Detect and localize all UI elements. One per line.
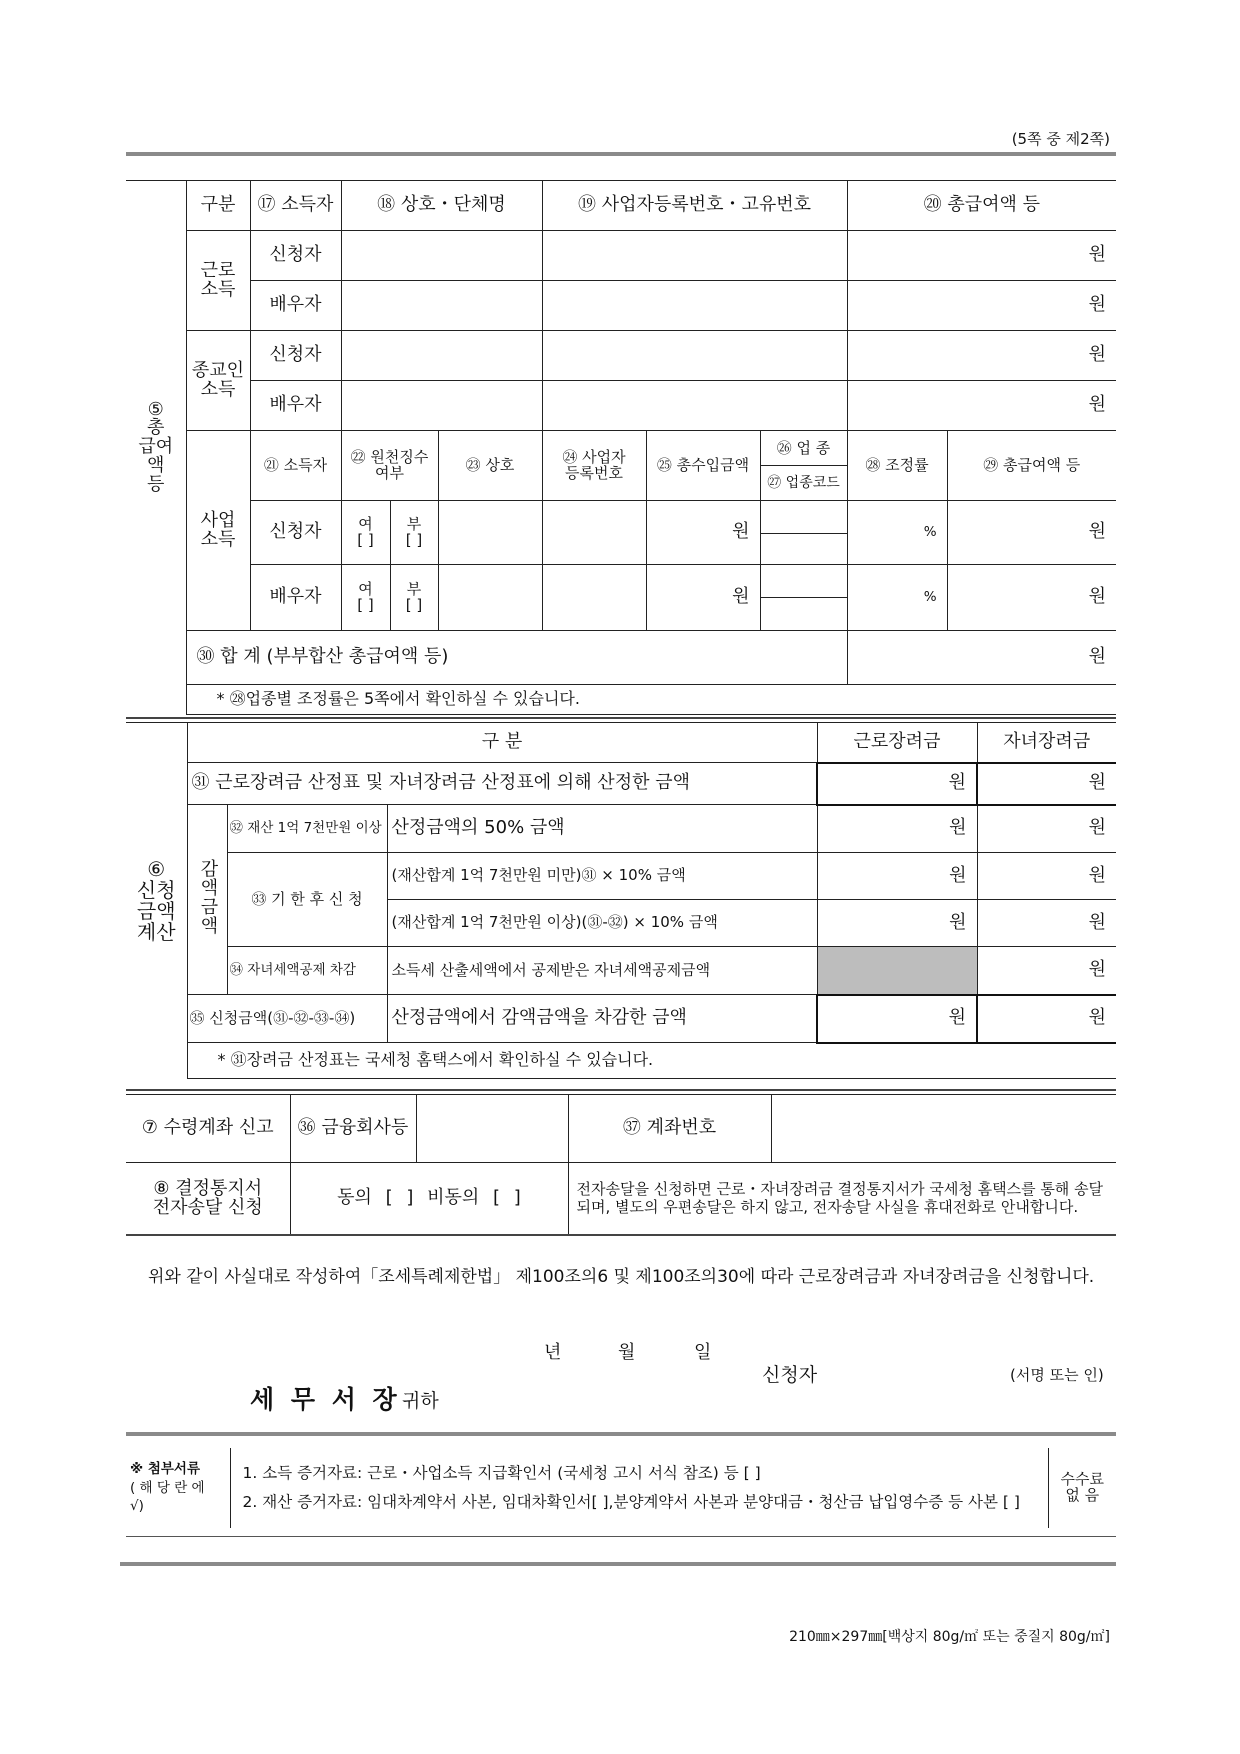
biz-h24-l1: ㉔ 사업자 [562, 447, 626, 466]
biz-applicant-no[interactable] [390, 501, 438, 565]
yes-label: 여 [358, 579, 373, 598]
page-marker: (5쪽 중 제2쪽) [1011, 130, 1110, 148]
labor-spouse: 배우자 [250, 281, 341, 331]
religion-spouse: 배우자 [250, 381, 341, 431]
r33b-child[interactable]: 원 [977, 900, 1116, 947]
labor-spouse-name[interactable] [341, 281, 542, 331]
sec6-hdr-gubun: 구 분 [187, 723, 817, 763]
hdr-17: ⑰ 소득자 [250, 181, 341, 231]
no-box: [ ] [405, 595, 423, 614]
sec8-bottom-rule [126, 1234, 1116, 1236]
biz-applicant-regno[interactable] [542, 501, 646, 565]
attach-top-rule [126, 1432, 1116, 1436]
biz-h26-27 [760, 431, 847, 501]
fee-l1: 수수료 [1060, 1470, 1104, 1489]
r35-labor[interactable]: 원 [817, 995, 977, 1043]
biz-spouse-regno[interactable] [542, 565, 646, 631]
r31-labor[interactable]: 원 [817, 763, 977, 805]
religion-spouse-amount[interactable]: 원 [847, 381, 1116, 431]
sec7-c37: ㊲ 계좌번호 [568, 1095, 771, 1163]
sec7-label: ⑦ 수령계좌 신고 [126, 1095, 290, 1163]
r32-desc: 산정금액의 50% 금액 [387, 805, 817, 853]
biz-label-l2: 소득 [200, 528, 236, 550]
labor-applicant-regno[interactable] [542, 231, 847, 281]
sec8-agree[interactable]: 동의 [ ] 비동의 [ ] [290, 1163, 568, 1235]
sec8-label-l2: 전자송달 신청 [152, 1196, 263, 1218]
sign-label[interactable]: (서명 또는 인) [1010, 1366, 1104, 1384]
fee-l2: 없 음 [1065, 1486, 1100, 1504]
attach-item-2[interactable]: 2. 재산 증거자료: 임대차계약서 사본, 임대차확인서[ ],분양계약서 사본과 분양대금・청산금 납입영수증 등 사본 [ ] [242, 1493, 1020, 1511]
r32-child[interactable]: 원 [977, 805, 1116, 853]
r33a-child[interactable]: 원 [977, 853, 1116, 900]
bottom-rule [120, 1562, 1116, 1566]
sec5-bottom-rule [126, 717, 1116, 719]
hdr-18: ⑱ 상호・단체명 [341, 181, 542, 231]
religion-label [186, 331, 250, 431]
biz-h21: ㉑ 소득자 [250, 431, 341, 501]
sec5-title-l3: 등 [147, 474, 165, 496]
sec7-account-input[interactable] [771, 1095, 1116, 1163]
biz-h29: ㉙ 총급여액 등 [947, 431, 1116, 501]
biz-spouse: 배우자 [250, 565, 341, 631]
paper-spec: 210㎜×297㎜[백상지 80g/㎡ 또는 중질지 80g/㎡] [789, 1629, 1110, 1645]
top-rule [126, 152, 1116, 156]
religion-label-l1: 종교인 [191, 359, 245, 381]
religion-label-l2: 소득 [200, 378, 236, 400]
religion-applicant-amount[interactable]: 원 [847, 331, 1116, 381]
r35-child[interactable]: 원 [977, 995, 1116, 1043]
biz-h24-l2: 등록번호 [565, 463, 623, 482]
r32-label: ㉜ 재산 1억 7천만원 이상 [227, 805, 387, 853]
sec6-num: ⑥ [147, 856, 166, 881]
biz-h22-l1: ㉒ 원천징수 [350, 447, 429, 466]
r35-label: ㉟ 신청금액(㉛-㉜-㉝-㉞) [187, 995, 387, 1043]
r33-label: ㉝ 기 한 후 신 청 [227, 853, 387, 947]
sec6-title-l1: 신청 [136, 877, 176, 902]
sec5-title-l2: 급여액 [138, 436, 174, 477]
section6-table [126, 722, 1116, 1079]
date-month[interactable]: 월 [618, 1342, 636, 1363]
sec5-note: * ㉘업종별 조정률은 5쪽에서 확인하실 수 있습니다. [186, 685, 1116, 715]
biz-h24 [542, 431, 646, 501]
sec7-c36: ㊱ 금융회사등 [290, 1095, 416, 1163]
date-year[interactable]: 년 [544, 1342, 562, 1363]
labor-applicant-amount[interactable]: 원 [847, 231, 1116, 281]
sec7-bank-input[interactable] [416, 1095, 568, 1163]
section5-table [126, 180, 1116, 715]
biz-applicant-type-top [761, 501, 847, 534]
biz-h22-l2: 여부 [375, 463, 404, 482]
biz-h27: ㉗ 업종코드 [767, 475, 840, 491]
r33-desc-2: (재산합계 1억 7천만원 이상)(㉛-㉜) × 10% 금액 [387, 900, 817, 947]
biz-applicant-name[interactable] [438, 501, 542, 565]
sec6-title [126, 723, 187, 1079]
hdr-19: ⑲ 사업자등록번호・고유번호 [542, 181, 847, 231]
no-label: 부 [406, 579, 422, 598]
r33b-labor[interactable]: 원 [817, 900, 977, 947]
attach-bottom-thin [126, 1536, 1116, 1537]
sec8-label [126, 1163, 290, 1235]
sec5-num: ⑤ [147, 398, 164, 420]
sec6-hdr-child: 자녀장려금 [977, 723, 1116, 763]
biz-spouse-yes[interactable] [341, 565, 390, 631]
labor-label-l2: 소득 [200, 278, 236, 300]
r34-labor-shaded [817, 947, 977, 995]
labor-applicant-name[interactable] [341, 231, 542, 281]
attach-table [126, 1448, 1116, 1528]
r35-desc: 산정금액에서 감액금액을 차감한 금액 [387, 995, 817, 1043]
sec5-title-l1: 총 [147, 417, 165, 439]
fee-cell [1048, 1448, 1116, 1528]
sec8-label-l1: ⑧ 결정통지서 [153, 1177, 263, 1199]
r33a-labor[interactable]: 원 [817, 853, 977, 900]
religion-applicant-regno[interactable] [542, 331, 847, 381]
date-day[interactable]: 일 [694, 1342, 712, 1363]
biz-h22 [341, 431, 438, 501]
attach-label-l1: ※ 첨부서류 [130, 1460, 200, 1477]
attach-label [126, 1448, 230, 1528]
labor-spouse-regno[interactable] [542, 281, 847, 331]
sec5-title [126, 181, 186, 715]
biz-spouse-name[interactable] [438, 565, 542, 631]
labor-label-l1: 근로 [200, 259, 236, 281]
biz-applicant: 신청자 [250, 501, 341, 565]
sec6-title-l3: 계산 [136, 919, 176, 944]
biz-h23: ㉓ 상호 [438, 431, 542, 501]
r31-label: ㉛ 근로장려금 산정표 및 자녀장려금 산정표에 의해 산정한 금액 [187, 763, 817, 805]
biz-applicant-type-bottom [761, 534, 847, 564]
yes-box: [ ] [357, 530, 374, 549]
hdr-20: ⑳ 총급여액 등 [847, 181, 1116, 231]
attach-label-l2: ( 해 당 란 에 [130, 1479, 205, 1496]
biz-h26: ㉖ 업 종 [761, 431, 847, 466]
sec6-note: * ㉛장려금 산정표는 국세청 홈택스에서 확인하실 수 있습니다. [187, 1043, 1116, 1079]
religion-spouse-regno[interactable] [542, 381, 847, 431]
r34-desc: 소득세 산출세액에서 공제받은 자녀세액공제금액 [387, 947, 817, 995]
biz-h25: ㉕ 총수입금액 [646, 431, 760, 501]
deduct-label [187, 805, 227, 995]
religion-applicant: 신청자 [250, 331, 341, 381]
declaration: 위와 같이 사실대로 작성하여「조세특례제한법」 제100조의6 및 제100조의30에 따라 근로장려금과 자녀장려금을 신청합니다. [148, 1267, 1095, 1287]
attach-item-1[interactable]: 1. 소득 증거자료: 근로・사업소득 지급확인서 (국세청 고시 서식 참조) 등 [ ] [242, 1463, 761, 1482]
sec5-total-label: ㉚ 합 계 (부부합산 총급여액 등) [186, 631, 847, 685]
attach-label-l3: √) [130, 1498, 144, 1515]
r34-label: ㉞ 자녀세액공제 차감 [227, 947, 387, 995]
biz-spouse-type-bottom [761, 598, 847, 630]
sec5-total-amount[interactable]: 원 [847, 631, 1116, 685]
biz-spouse-amount[interactable]: 원 [947, 565, 1116, 631]
religion-spouse-name[interactable] [341, 381, 542, 431]
r34-child[interactable]: 원 [977, 947, 1116, 995]
biz-applicant-type[interactable] [760, 501, 847, 565]
r31-child[interactable]: 원 [977, 763, 1116, 805]
sec6-title-l2: 금액 [136, 898, 176, 923]
yes-label: 여 [358, 514, 373, 533]
labor-label [186, 231, 250, 331]
applicant-label: 신청자 [762, 1364, 818, 1386]
biz-spouse-no[interactable] [390, 565, 438, 631]
biz-applicant-rate[interactable]: % [847, 501, 947, 565]
r33-desc-1: (재산합계 1억 7천만원 미만)㉛ × 10% 금액 [387, 853, 817, 900]
biz-applicant-yes[interactable] [341, 501, 390, 565]
biz-spouse-rate[interactable]: % [847, 565, 947, 631]
biz-spouse-type[interactable] [760, 565, 847, 631]
sec6-hdr-labor: 근로장려금 [817, 723, 977, 763]
to-label: 귀하 [402, 1390, 439, 1412]
biz-applicant-amount[interactable]: 원 [947, 501, 1116, 565]
no-label: 부 [406, 514, 422, 533]
biz-label [186, 431, 250, 631]
sec8-desc: 전자송달을 신청하면 근로・자녀장려금 결정통지서가 국세청 홈택스를 통해 송달되며, 별도의 우편송달은 하지 않고, 전자송달 사실을 휴대전화로 안내합니다. [568, 1163, 1116, 1235]
no-box: [ ] [405, 530, 423, 549]
sec6-bottom-rule [126, 1089, 1116, 1091]
hdr-gubun: 구분 [186, 181, 250, 231]
biz-spouse-revenue[interactable]: 원 [646, 565, 760, 631]
labor-spouse-amount[interactable]: 원 [847, 281, 1116, 331]
yes-box: [ ] [357, 595, 374, 614]
biz-h28: ㉘ 조정률 [847, 431, 947, 501]
biz-spouse-type-top [761, 565, 847, 598]
section78-table [126, 1094, 1116, 1235]
deduct-label-text: 감액금액 [197, 859, 219, 936]
labor-applicant: 신청자 [250, 231, 341, 281]
tax-office-title: 세 무 서 장 [250, 1385, 401, 1414]
biz-applicant-revenue[interactable]: 원 [646, 501, 760, 565]
r32-labor[interactable]: 원 [817, 805, 977, 853]
attach-items [230, 1448, 1048, 1528]
religion-applicant-name[interactable] [341, 331, 542, 381]
biz-label-l1: 사업 [200, 509, 236, 531]
